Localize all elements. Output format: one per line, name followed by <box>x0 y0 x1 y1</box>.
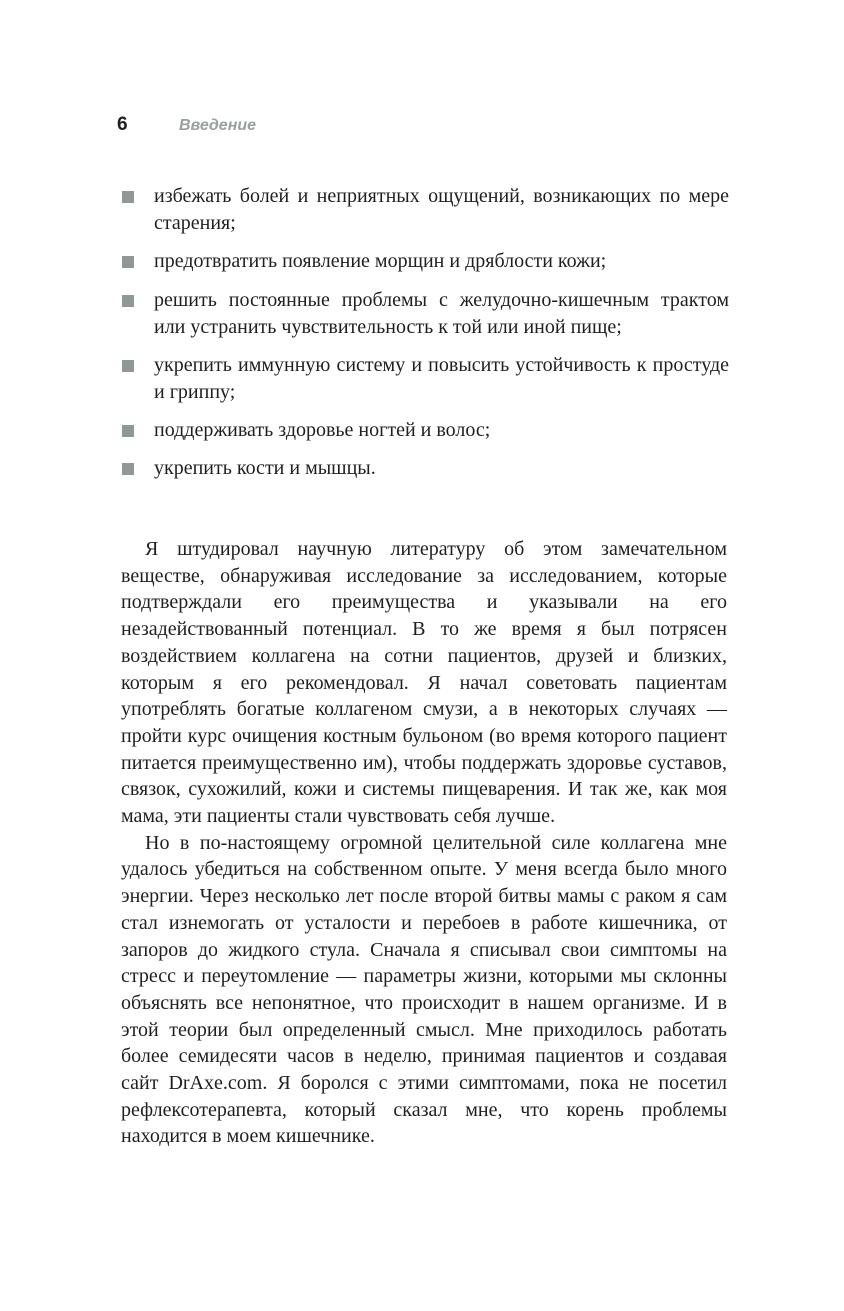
square-bullet-icon <box>122 191 134 203</box>
list-item-text: поддерживать здоровье ногтей и волос; <box>154 419 491 442</box>
list-item <box>121 248 729 275</box>
list-item <box>121 455 729 482</box>
paragraph: Я штудировал научную литературу об этом замечательном веществе, обнаруживая исследование за исследованием, которые подтверждали его преимущества и указывали на его незадействованный потенциал. В то же время я был потрясен воздействием коллагена на сотни пациентов, друзей и близких, которым я его рекомендовал. Я начал советовать пациентам употреблять богатые коллагеном смузи, а в некоторых случаях — пройти курс очищения костным бульоном (во время которого пациент питается преимущественно им), чтобы поддержать здоровье суставов, связок, сухожилий, кожи и системы пищеварения. И так же, как моя мама, эти пациенты стали чувствовать себя лучше. <box>121 538 727 828</box>
square-bullet-icon <box>122 256 134 268</box>
square-bullet-icon <box>122 295 134 307</box>
bullet-list <box>121 183 729 494</box>
square-bullet-icon <box>122 360 134 372</box>
list-item-text: укрепить кости и мышцы. <box>154 457 376 480</box>
page-header <box>117 114 256 144</box>
list-item <box>121 287 729 341</box>
list-item-text: предотвратить появление морщин и дряблости кожи; <box>154 250 607 273</box>
list-item-text: укрепить иммунную систему и повысить устойчивость к простуде и гриппу; <box>154 353 729 403</box>
list-item <box>121 183 729 237</box>
page-number: 6 <box>117 114 128 135</box>
running-head: Введение <box>179 117 257 134</box>
square-bullet-icon <box>122 463 134 475</box>
square-bullet-icon <box>122 425 134 437</box>
paragraph: Но в по-настоящему огромной целительной силе коллагена мне удалось убедиться на собственном опыте. У меня всегда было много энергии. Через несколько лет после второй битвы мамы с раком я сам стал изнемогать от усталости и перебоев в работе кишечника, от запоров до жидкого стула. Сначала я списывал свои симптомы на стресс и переутомление — параметры жизни, которыми мы склонны объяснять все непонятное, что происходит в нашем организме. И в этой теории был определенный смысл. Мне приходилось работать более семидесяти часов в неделю, принимая пациентов и создавая сайт DrAxe.com. Я боролся с этими симптомами, пока не посетил рефлексотерапевта, который сказал мне, что корень проблемы находится в моем кишечнике. <box>121 831 727 1148</box>
body-text <box>121 536 727 1150</box>
list-item <box>121 352 729 406</box>
list-item-text: решить постоянные проблемы с желудочно-кишечным трактом или устранить чувствительность к той или иной пище; <box>154 288 729 338</box>
list-item <box>121 417 729 444</box>
list-item-text: избежать болей и неприятных ощущений, возникающих по мере старения; <box>154 185 729 234</box>
